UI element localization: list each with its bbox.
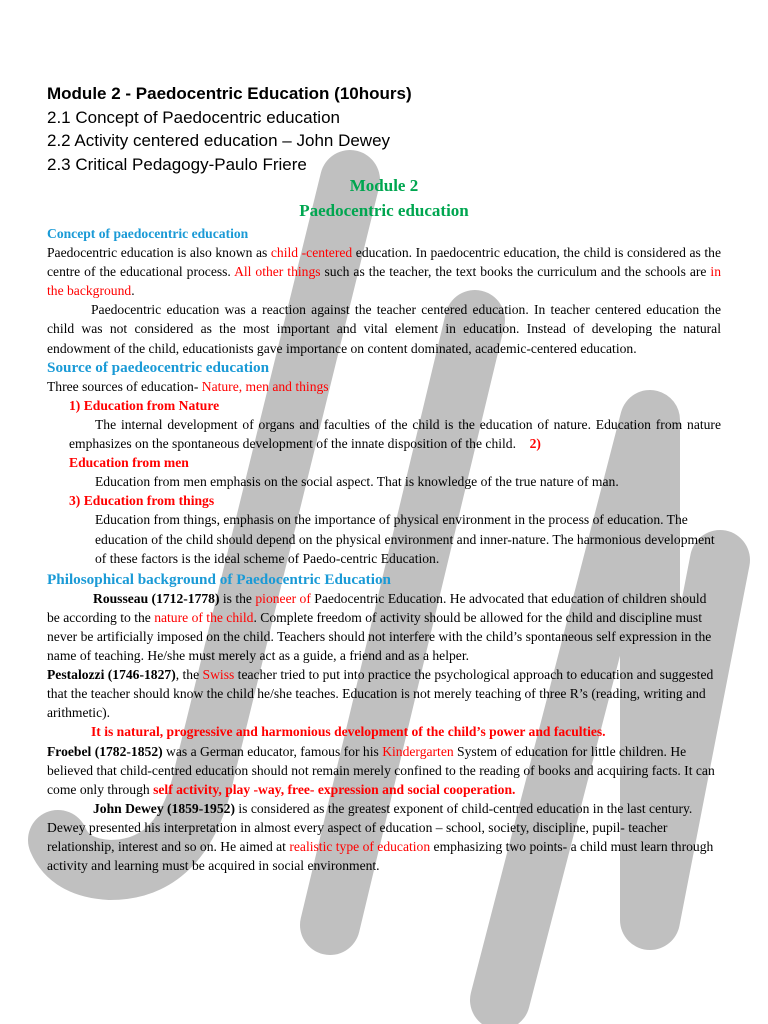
nature-text: The internal development of organs and faculties of the child is the education of nature. Education from nature emphasizes on the spontaneous development of the innate disposition of the child. 2) [69,416,721,452]
philosophy-heading: Philosophical background of Paedocentric Education [47,570,392,588]
concept-heading: Concept of paedocentric education [47,226,249,241]
module-title: Module 2 - Paedocentric Education (10hours) [47,84,412,103]
pestalozzi-paragraph: Pestalozzi (1746-1827), the Swiss teacher tried to put into practice the psychological approach to education and suggested that the teacher should know the child he/she teaches. Education is not merely teaching of three R’s (reading, writing and arithmetic). [47,667,714,721]
topic-2-3: 2.3 Critical Pedagogy-Paulo Friere [47,154,307,174]
rousseau-paragraph: Rousseau (1712-1778) is the pioneer of Paedocentric Education. He advocated that education of children should be according to the nature of the child. Complete freedom of activity should be allowed for the child and discipline must never be artificially imposed on the child. Teachers should not interfere with the child’s spontaneous self expression in the name of teaching. He/she must merely act as a guide, a friend and as a helper. [47,590,712,664]
source-heading: Source of paedeocentric education [47,358,270,376]
module-header [47,82,412,176]
men-text: Education from men emphasis on the social aspect. That is knowledge of the true nature of man. [95,474,619,490]
topic-2-1: 2.1 Concept of Paedocentric education [47,107,340,127]
concept-paragraph-2: Paedocentric education was a reaction against the teacher centered education. In teacher centered education the child was not considered as the most important and vital element in education. Instead of developing the natural endowment of the child, educationists gave importance on content dominated, academic-centered education. [47,302,721,356]
document-body [47,224,721,875]
development-emphasis: It is natural, progressive and harmonious development of the child’s power and faculties. [91,724,606,740]
things-text: Education from things, emphasis on the importance of physical environment in the process of education. The education of the child should depend on the physical environment and inner-nature. The harmonious development of these factors is the ideal scheme of Paedo-centric Education. [95,512,715,566]
froebel-paragraph: Froebel (1782-1852) was a German educator, famous for his Kindergarten System of education for little children. He believed that child-centred education should not remain merely confined to the reading of books and acquiring facts. It can come only through self activity, play -way, free- expression and social cooperation. [47,743,715,797]
men-heading: Education from men [69,455,189,471]
source-intro: Three sources of education- Nature, men and things [47,378,329,394]
topic-2-2: 2.2 Activity centered education – John Dewey [47,131,391,150]
center-title-topic: Paedocentric education [299,201,469,220]
concept-paragraph-1: Paedocentric education is also known as child -centered education. In paedocentric education, the child is considered as the centre of the educational process. All other things such as the teacher, the text books the curriculum and the schools are in the background. [47,245,721,299]
nature-heading: 1) Education from Nature [69,397,220,413]
things-heading: 3) Education from things [69,493,215,509]
center-title-module: Module 2 [349,176,419,195]
dewey-paragraph: John Dewey (1859-1952) is considered as the greatest exponent of child-centred education in the last century. Dewey presented his interpretation in almost every aspect of education – school, society, discipline, pupil- teacher relationship, interest and so on. He aimed at realistic type of education emphasizing two points- a child must learn through activity and learning must be acquired in social environment. [47,800,714,874]
